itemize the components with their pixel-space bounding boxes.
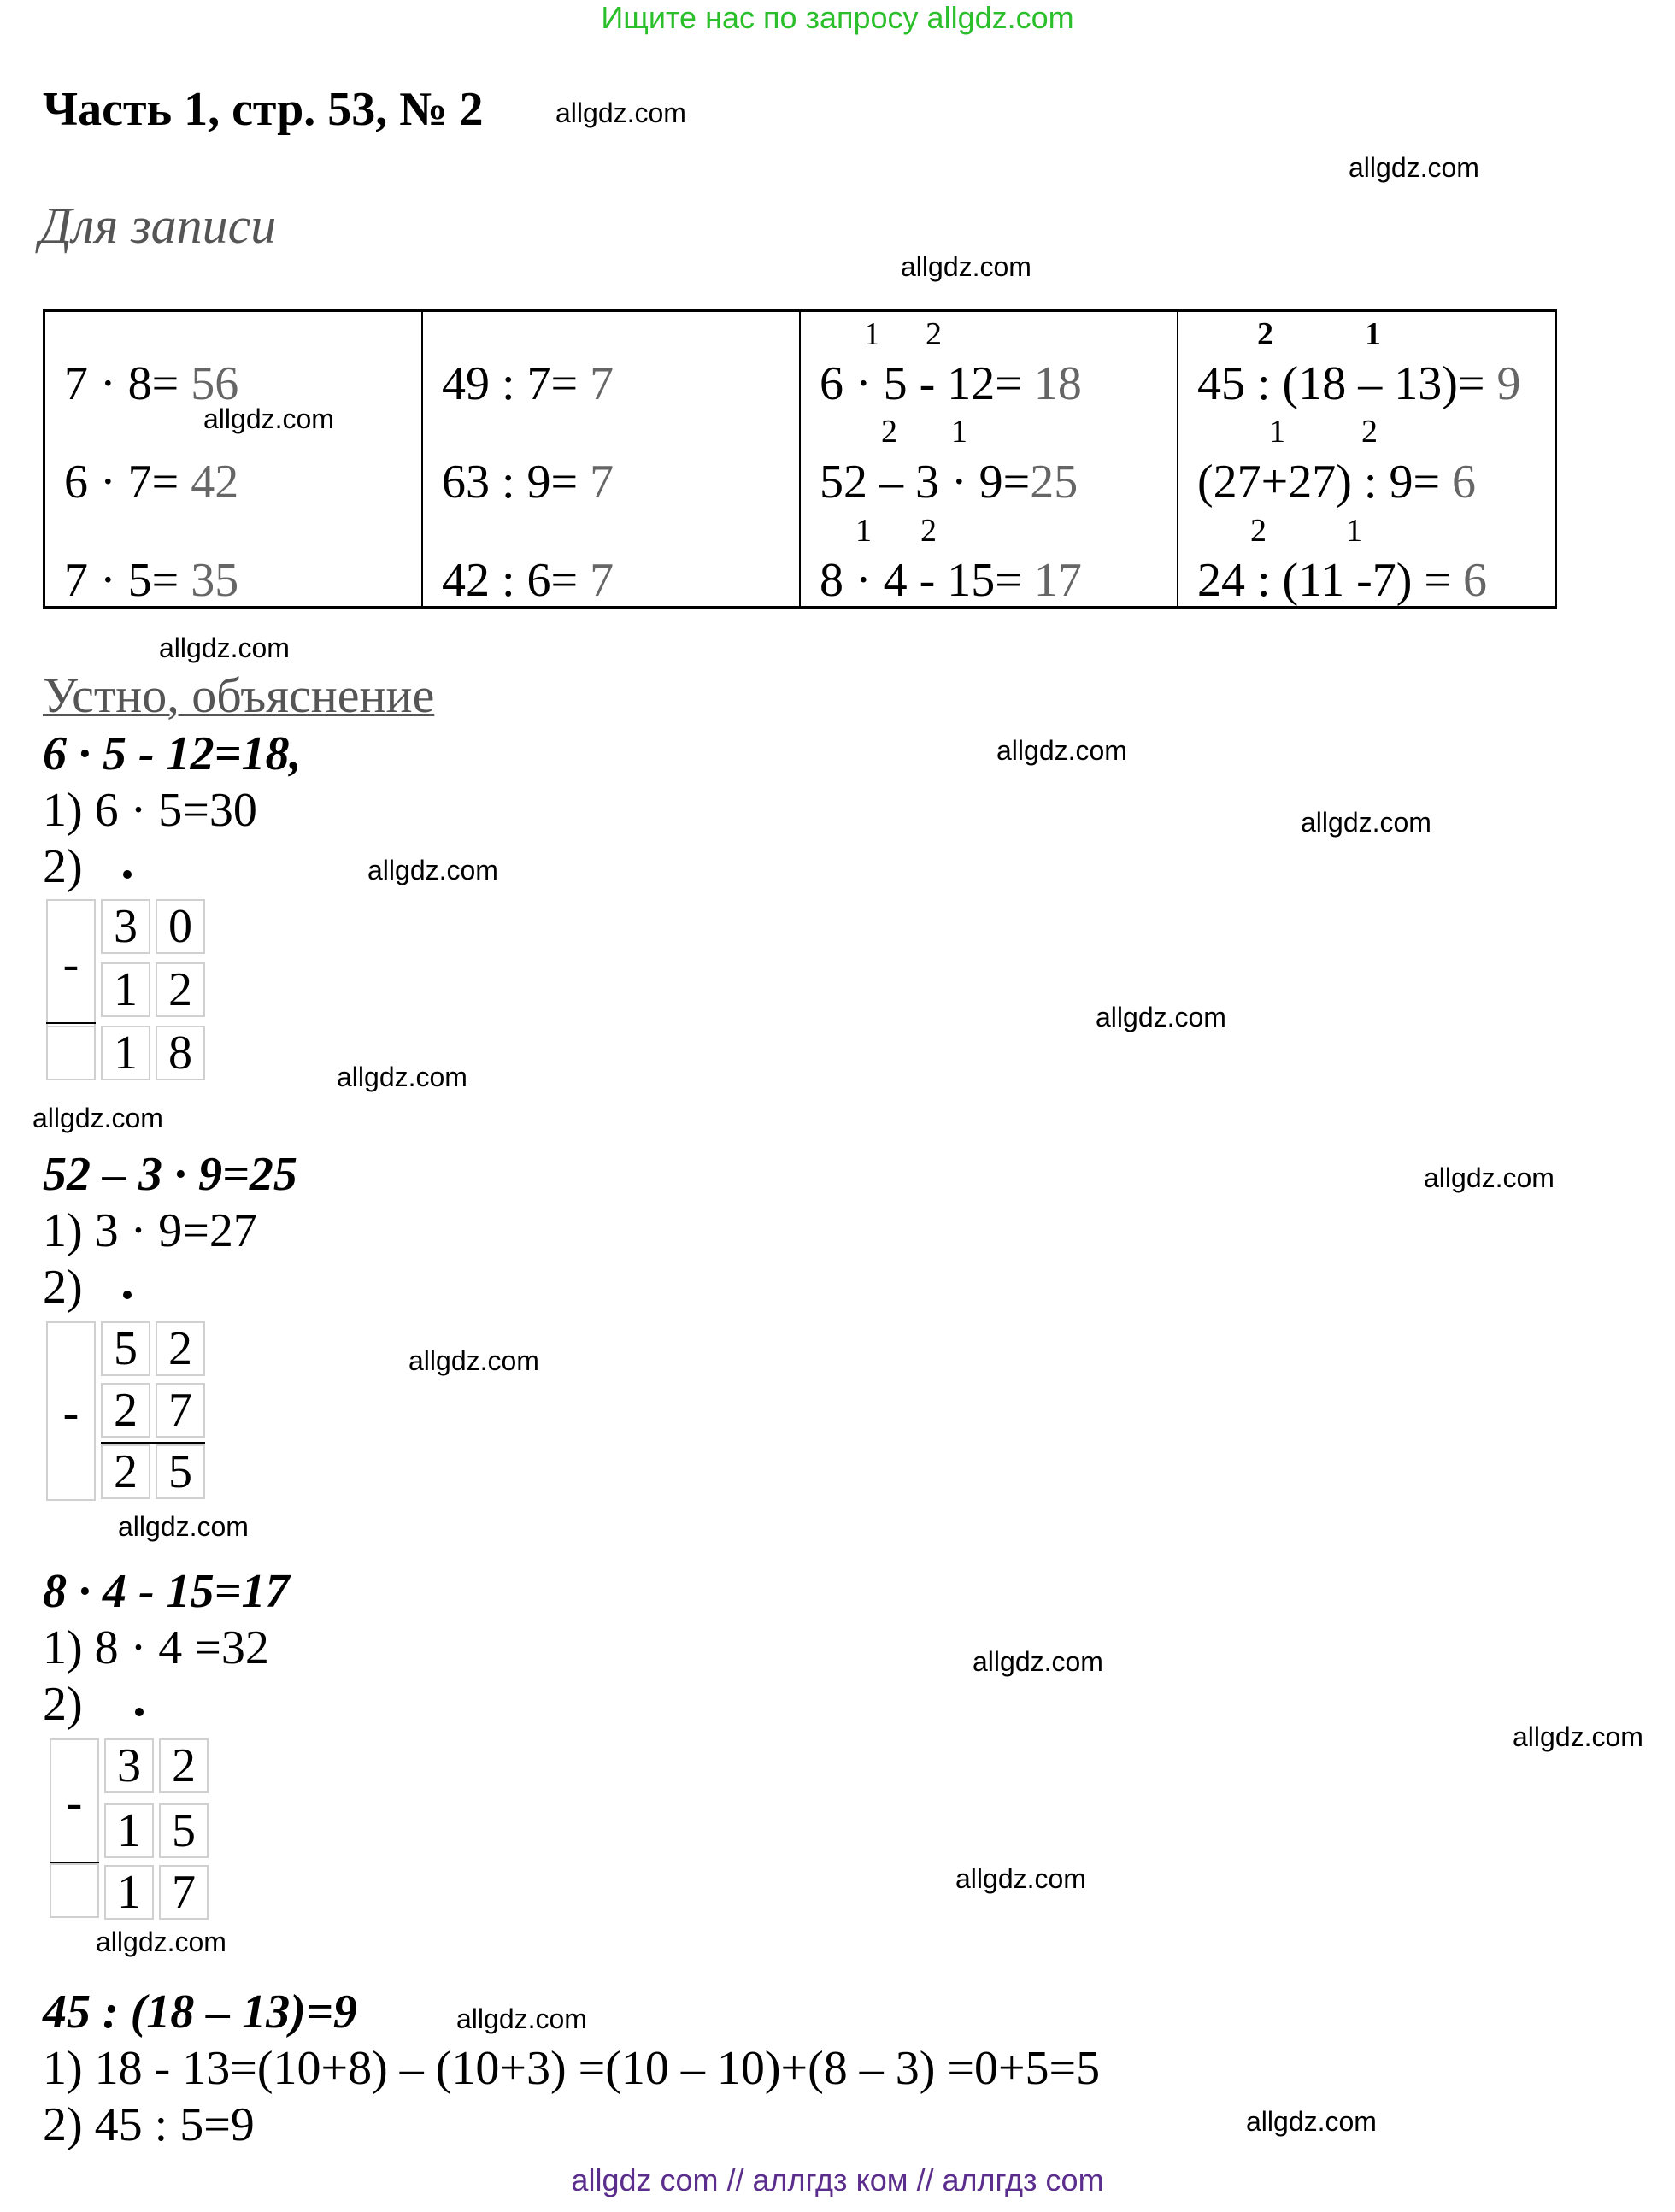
digit-cell: 7 — [159, 1865, 209, 1920]
watermark: allgdz.com — [32, 1103, 163, 1133]
section-subtitle: Для записи — [39, 197, 277, 254]
watermark: allgdz.com — [408, 1345, 539, 1376]
order-number: 2 — [881, 414, 897, 450]
watermark: allgdz.com — [1424, 1162, 1555, 1193]
watermark: allgdz.com — [1349, 152, 1479, 183]
page-title: Часть 1, стр. 53, № 2 — [43, 83, 484, 136]
watermark: allgdz.com — [1513, 1721, 1643, 1752]
block-expression: 52 – 3 · 9=25 — [43, 1148, 297, 1201]
digit-cell: 2 — [156, 1321, 205, 1376]
watermark: allgdz.com — [901, 251, 1031, 282]
block-step: 1) 8 · 4 =32 — [43, 1621, 269, 1674]
order-number: 2 — [1250, 513, 1267, 549]
bullet-dot — [123, 1291, 132, 1299]
table-cell: 7 · 5= 35 — [64, 554, 239, 607]
digit-cell: 1 — [101, 1026, 150, 1080]
exercise-table — [43, 309, 1557, 609]
watermark: allgdz.com — [96, 1927, 226, 1957]
digit-cell: 1 — [104, 1803, 154, 1858]
digit-cell: 8 — [156, 1026, 205, 1080]
order-number: 1 — [951, 414, 967, 450]
block-step: 2) 45 : 5=9 — [43, 2098, 255, 2151]
watermark: allgdz.com — [118, 1511, 249, 1542]
digit-cell: 2 — [101, 1444, 150, 1499]
digit-cell: 3 — [101, 899, 150, 954]
block-step: 1) 18 - 13=(10+8) – (10+3) =(10 – 10)+(8 – 3) =0+5=5 — [43, 2042, 1101, 2095]
block-expression: 8 · 4 - 15=17 — [43, 1565, 290, 1618]
order-number: 1 — [864, 316, 880, 352]
watermark: allgdz.com — [955, 1863, 1086, 1894]
digit-cell: 3 — [104, 1738, 154, 1793]
watermark: allgdz.com — [973, 1646, 1103, 1677]
order-number: 1 — [1365, 316, 1381, 352]
watermark: allgdz.com — [1246, 2106, 1377, 2137]
digit-cell: 7 — [156, 1383, 205, 1438]
digit-cell: 5 — [156, 1444, 205, 1499]
table-cell: 7 · 8= 56 — [64, 357, 239, 410]
section-title: Устно, объяснение — [43, 668, 435, 723]
table-cell: 24 : (11 -7) = 6 — [1197, 554, 1488, 607]
result-rule — [50, 1862, 99, 1863]
watermark: allgdz.com — [159, 632, 290, 663]
block-expression: 45 : (18 – 13)=9 — [43, 1986, 357, 2038]
table-cell: 63 : 9= 7 — [442, 456, 614, 509]
digit-cell: 2 — [156, 962, 205, 1017]
block-step: 1) 3 · 9=27 — [43, 1204, 257, 1257]
watermark: allgdz.com — [203, 403, 334, 434]
digit-cell: 5 — [159, 1803, 209, 1858]
digit-cell: 1 — [104, 1865, 154, 1920]
order-number: 1 — [855, 513, 872, 549]
table-cell: 45 : (18 – 13)= 9 — [1197, 357, 1521, 410]
order-number: 2 — [1257, 316, 1273, 352]
empty-cell — [50, 1863, 99, 1918]
watermark: allgdz.com — [996, 735, 1127, 766]
watermark: allgdz.com — [456, 2003, 587, 2034]
result-rule — [101, 1442, 205, 1444]
digit-cell: 0 — [156, 899, 205, 954]
table-cell: (27+27) : 9= 6 — [1197, 456, 1477, 509]
order-number: 2 — [1361, 414, 1378, 450]
table-cell: 49 : 7= 7 — [442, 357, 614, 410]
order-number: 1 — [1346, 513, 1362, 549]
bullet-dot — [123, 870, 132, 879]
block-step: 2) — [43, 1261, 83, 1314]
block-step: 1) 6 · 5=30 — [43, 784, 257, 837]
top-banner[interactable]: Ищите нас по запросу allgdz.com — [601, 0, 1074, 35]
minus-sign: - — [50, 1738, 99, 1863]
table-cell: 6 · 5 - 12= 18 — [820, 357, 1082, 410]
block-step: 2) — [43, 1678, 83, 1731]
minus-sign: - — [46, 899, 96, 1026]
watermark: allgdz.com — [337, 1062, 467, 1092]
table-cell: 8 · 4 - 15= 17 — [820, 554, 1082, 607]
digit-cell: 2 — [101, 1383, 150, 1438]
digit-cell: 5 — [101, 1321, 150, 1376]
table-cell: 6 · 7= 42 — [64, 456, 239, 509]
order-number: 1 — [1269, 414, 1285, 450]
bullet-dot — [135, 1708, 144, 1716]
table-cell: 42 : 6= 7 — [442, 554, 614, 607]
table-cell: 52 – 3 · 9=25 — [820, 456, 1078, 509]
footer-links[interactable]: allgdz com // аллгдз ком // аллгдз com — [571, 2162, 1104, 2197]
watermark: allgdz.com — [555, 97, 686, 128]
block-expression: 6 · 5 - 12=18, — [43, 727, 302, 780]
watermark: allgdz.com — [1301, 807, 1431, 838]
digit-cell: 2 — [159, 1738, 209, 1793]
minus-sign: - — [46, 1321, 96, 1501]
digit-cell: 1 — [101, 962, 150, 1017]
order-number: 2 — [926, 316, 942, 352]
block-step: 2) — [43, 840, 83, 893]
watermark: allgdz.com — [367, 855, 498, 885]
watermark: allgdz.com — [1096, 1002, 1226, 1032]
result-rule — [46, 1022, 96, 1024]
empty-cell — [46, 1026, 96, 1080]
order-number: 2 — [920, 513, 937, 549]
